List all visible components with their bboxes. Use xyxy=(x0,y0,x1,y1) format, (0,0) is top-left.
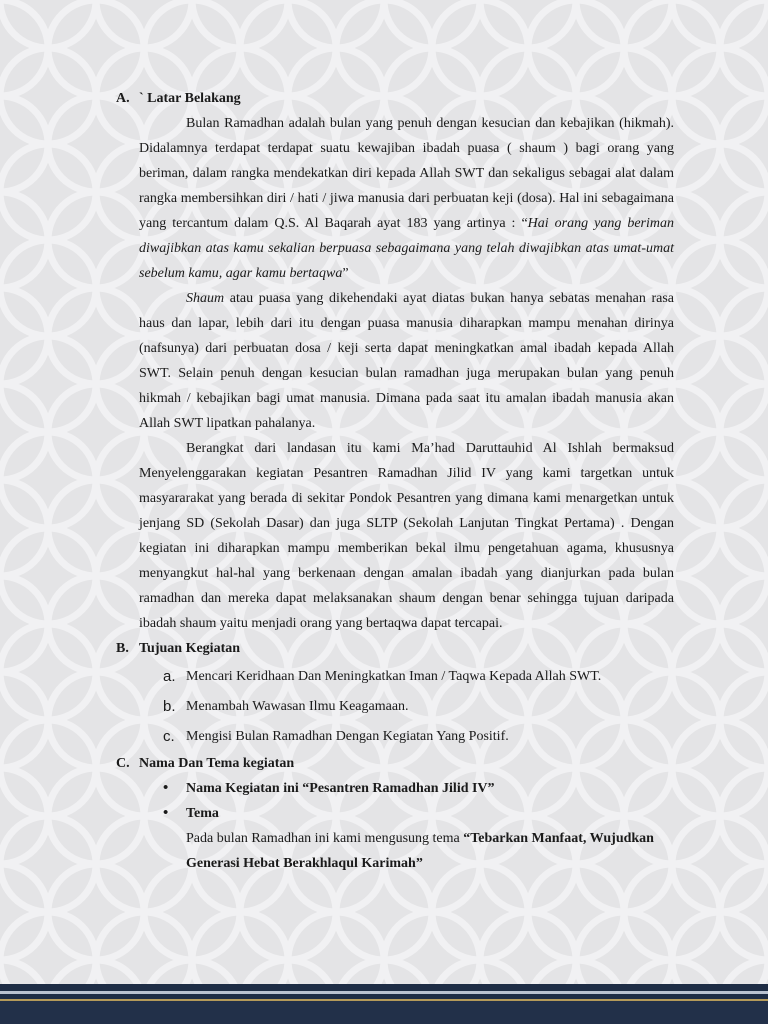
document-body xyxy=(116,86,674,876)
tema-lead: Pada bulan Ramadhan ini kami mengusung tema xyxy=(186,831,464,846)
bullet-icon: • xyxy=(163,780,169,796)
list-item-text: Mengisi Bulan Ramadhan Dengan Kegiatan Yang Positif. xyxy=(186,728,509,744)
section-a-letter: A. xyxy=(116,91,130,106)
nama-kegiatan: Nama Kegiatan ini “Pesantren Ramadhan Jilid IV” xyxy=(186,781,495,796)
tema-label: Tema xyxy=(186,806,219,821)
list-item-letter: a. xyxy=(163,667,176,685)
list-item xyxy=(163,691,674,721)
list-item-letter: b. xyxy=(163,697,176,715)
tema-description xyxy=(186,826,674,876)
section-c-letter: C. xyxy=(116,756,130,771)
list-item-text: Menambah Wawasan Ilmu Keagamaan. xyxy=(186,698,409,714)
footer-band xyxy=(0,984,768,1024)
paragraph-3: Berangkat dari landasan itu kami Ma’had Daruttauhid Al Ishlah bermaksud Menyelenggarakan kegiatan Pesantren Ramadhan Jilid IV yang kami targetkan untuk masyararakat yang berada di sekitar Pondok Pesantren yang dimana kami menargetkan untuk jenjang SD (Sekolah Dasar) dan juga SLTP (Sekolah Lanjutan Tingkat Pertama) . Dengan kegiatan ini diharapkan mampu memberikan bekal ilmu pengetahuan agama, khususnya menyangkut hal-hal yang berkenaan dengan amalan ibadah yang dianjurkan pada bulan ramadhan dan mereka dapat melaksanakan shaum dengan benar sehingga tujuan daripada ibadah shaum yaitu menjadi orang yang bertaqwa dapat tercapai. xyxy=(139,441,674,631)
section-c-heading xyxy=(116,751,674,776)
section-b-letter: B. xyxy=(116,641,129,656)
bullet-icon: • xyxy=(163,805,169,821)
bullet-item-nama xyxy=(163,776,674,801)
paragraph-2 xyxy=(139,286,674,436)
paragraph-2-text: atau puasa yang dikehendaki ayat diatas bukan hanya sebatas menahan rasa haus dan lapar, lebih dari itu dengan puasa manusia diharapkan mampu menahan dirinya (nafsunya) dari perbuatan dosa / keji serta dapat meningkatkan amal ibadah kepada Allah SWT. Selain penuh dengan kesucian bulan ramadhan juga merupakan bulan yang penuh hikmah / kebajikan bagi umat manusia. Dimana pada saat itu amalan ibadah manusia akan Allah SWT lipatkan pahalanya. xyxy=(139,291,674,431)
list-item xyxy=(163,721,674,751)
tujuan-list xyxy=(163,661,674,751)
bullet-item-tema xyxy=(163,801,674,826)
footer-stripe xyxy=(0,984,768,991)
list-item xyxy=(163,661,674,691)
quote-end: ” xyxy=(342,266,349,281)
quran-quote: Hai orang yang beriman diwajibkan atas kamu sekalian berpuasa sebagaimana yang telah diwajibkan atas umat-umat sebelum kamu, agar kamu bertaqwa xyxy=(139,216,674,281)
paragraph-1-text: Bulan Ramadhan adalah bulan yang penuh dengan kesucian dan kebajikan (hikmah). Didalamnya terdapat terdapat suatu kewajiban ibadah puasa ( shaum ) bagi orang yang beriman, dalam rangka mendekatkan diri kepada Allah SWT dan sekaligus sebagai alat dalam rangka membersihkan diri / hati / jiwa manusia dari perbuatan keji (dosa). Hal ini sebagaimana yang tercantum dalam Q.S. Al Baqarah ayat 183 yang artinya : “ xyxy=(139,116,674,231)
section-b-heading xyxy=(116,636,674,661)
list-item-text: Mencari Keridhaan Dan Meningkatkan Iman / Taqwa Kepada Allah SWT. xyxy=(186,668,602,684)
list-item-letter: c. xyxy=(163,727,175,745)
tema-value: “Tebarkan Manfaat, Wujudkan Generasi Hebat Berakhlaqul Karimah” xyxy=(186,831,654,871)
footer-base xyxy=(0,1001,768,1024)
section-a-title: ` Latar Belakang xyxy=(139,91,241,106)
section-b-title: Tujuan Kegiatan xyxy=(139,641,241,656)
section-c-title: Nama Dan Tema kegiatan xyxy=(139,756,295,771)
section-a-heading xyxy=(116,86,674,111)
paragraph-1 xyxy=(139,111,674,286)
shaum-term: Shaum xyxy=(186,291,225,306)
